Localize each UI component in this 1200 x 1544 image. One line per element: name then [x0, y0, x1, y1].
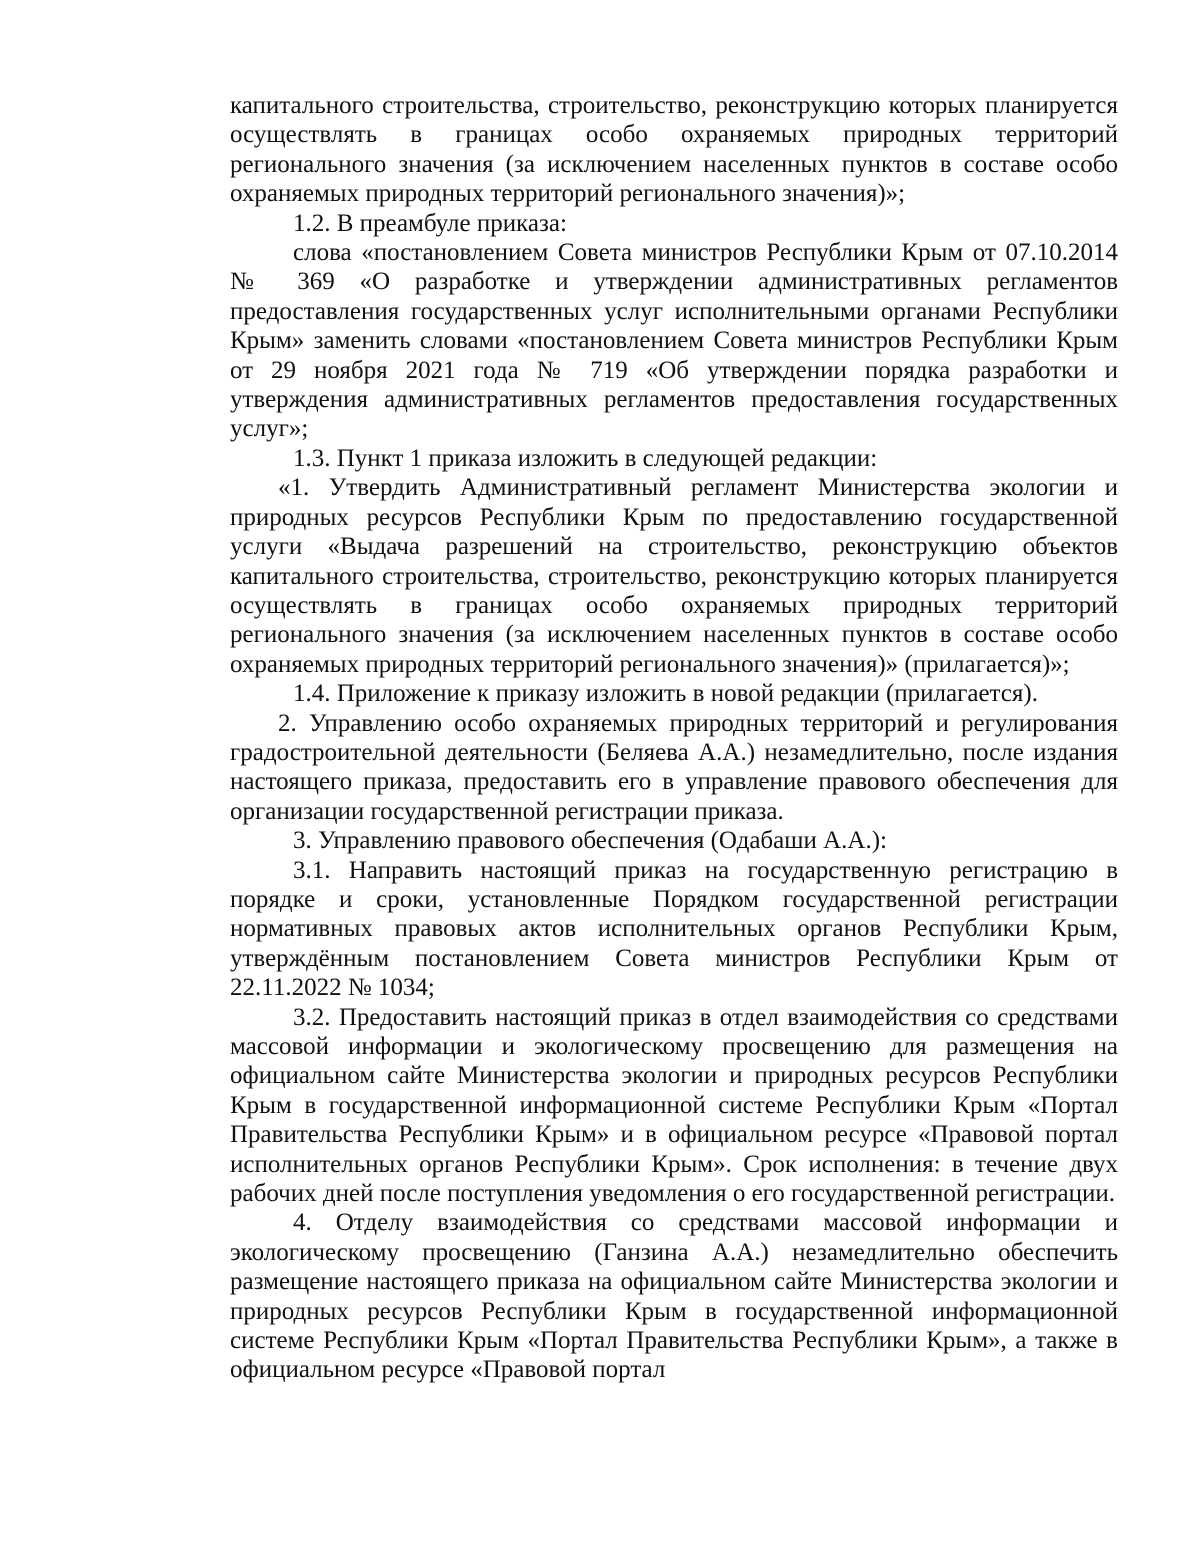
paragraph-3-1: 3.1. Направить настоящий приказ на государственную регистрацию в порядке и сроки, установленные Порядком государственной регистрации нормативных правовых актов исполнительных органов Республики Крым, утверждённым постановлением Совета министров Республики Крым от 22.11.2022 № 1034;: [230, 856, 1118, 1002]
paragraph-continuation: капитального строительства, строительство, реконструкцию которых планируется осуществлять в границах особо охраняемых природных территорий регионального значения (за исключением населенных пунктов в составе особо охраняемых природных территорий регионального значения)»;: [230, 92, 1118, 208]
paragraph-1-2: 1.2. В преамбуле приказа:: [293, 209, 567, 237]
paragraph-1-4: 1.4. Приложение к приказу изложить в новой редакции (прилагается).: [293, 680, 1038, 708]
paragraph-4: 4. Отделу взаимодействия со средствами массовой информации и экологическому просвещению (Ганзина А.А.) незамедлительно обеспечить размещение настоящего приказа на официальном сайте Министерства экологии и природных ресурсов Республики Крым в государственной информационной системе Республики Крым «Портал Правительства Республики Крым», а также в официальном ресурсе «Правовой портал: [230, 1209, 1118, 1384]
paragraph-item-1-text: «1. Утвердить Административный регламент Министерства экологии и природных ресурсов Республики Крым по предоставлению государственной услуги «Выдача разрешений на строительство, реконструкцию объектов капитального строительства, строительство, реконструкцию которых планируется осуществлять в границах особо охраняемых природных территорий регионального значения (за исключением населенных пунктов в составе особо охраняемых природных территорий регионального значения)» (прилагается)»;: [230, 474, 1118, 678]
paragraph-3-2: 3.2. Предоставить настоящий приказ в отдел взаимодействия со средствами массовой информации и экологическому просвещению для размещения на официальном сайте Министерства экологии и природных ресурсов Республики Крым в государственной информационной системе Республики Крым «Портал Правительства Республики Крым» и в официальном ресурсе «Правовой портал исполнительных органов Республики Крым». Срок исполнения: в течение двух рабочих дней после поступления уведомления о его государственной регистрации.: [230, 1003, 1118, 1208]
document-body: [230, 91, 1118, 1385]
paragraph-1-3: 1.3. Пункт 1 приказа изложить в следующей редакции:: [293, 444, 878, 472]
paragraph-3: 3. Управлению правового обеспечения (Одабаши А.А.):: [293, 827, 888, 855]
paragraph-2: 2. Управлению особо охраняемых природных территорий и регулирования градостроительной деятельности (Беляева А.А.) незамедлительно, после издания настоящего приказа, предоставить его в управление правового обеспечения для организации государственной регистрации приказа.: [230, 709, 1118, 825]
paragraph-preamble-words: слова «постановлением Совета министров Республики Крым от 07.10.2014 № 369 «О разработке и утверждении административных регламентов предоставления государственных услуг исполнительными органами Республики Крым» заменить словами «постановлением Совета министров Республики Крым от 29 ноября 2021 года № 719 «Об утверждении порядка разработки и утверждения административных регламентов предоставления государственных услуг»;: [230, 239, 1118, 443]
